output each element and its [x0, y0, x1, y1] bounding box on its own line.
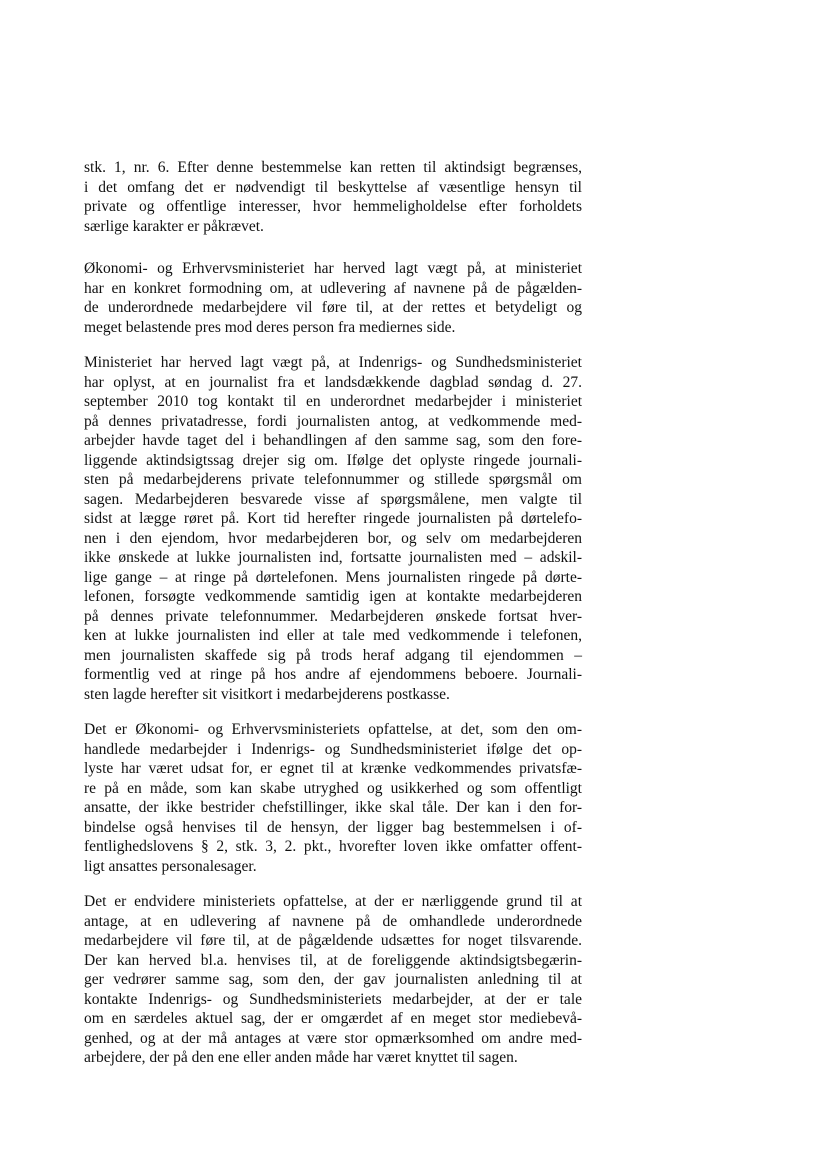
text-line: lige gange – at ringe på dørtelefonen. Mens journalisten ringede på dørte-	[84, 568, 582, 586]
text-line: særlige karakter er påkrævet.	[84, 217, 264, 235]
text-line: medarbejdere vil føre til, at de pågældende udsættes for noget tilsvarende.	[84, 932, 582, 949]
text-line: fentlighedslovens § 2, stk. 3, 2. pkt., hvorefter loven ikke omfatter offent-	[84, 838, 582, 855]
paragraph-2	[84, 259, 582, 337]
text-line: sidst at lægge røret på. Kort tid herefter ringede journalisten på dørtelefo-	[84, 510, 582, 527]
text-line: sten på medarbejderens private telefonnummer og stillede spørgsmål om	[84, 471, 582, 488]
text-line: om en særdeles aktuel sag, der er omgærdet af en meget stor mediebevå-	[84, 1010, 582, 1027]
text-line: ken at lukke journalisten ind eller at tale med vedkommende i telefonen,	[84, 627, 582, 644]
text-line: arbejder havde taget del i behandlingen af den samme sag, som den fore-	[84, 432, 582, 449]
text-line: nen i den ejendom, hvor medarbejderen bor, og selv om medarbejderen	[84, 529, 582, 547]
paragraph-3	[84, 353, 582, 704]
paragraph-5	[84, 892, 582, 1068]
paragraph-1	[84, 158, 582, 236]
text-line: ansatte, der ikke bestrider chefstillinger, ikke skal tåle. Der kan i den for-	[84, 799, 582, 816]
text-line: antage, at en udlevering af navnene på de omhandlede underordnede	[84, 912, 582, 930]
text-line: Det er endvidere ministeriets opfattelse, at der er nærliggende grund til at	[84, 893, 582, 910]
text-line: lyste har været udsat for, er egnet til at krænke vedkommendes privatsfæ-	[84, 760, 582, 777]
text-line: meget belastende pres mod deres person fra mediernes side.	[84, 318, 456, 336]
text-line: lefonen, forsøgte vedkommende samtidig igen at kontakte medarbejderen	[84, 588, 582, 605]
text-line: formentlig ved at ringe på hos andre af ejendommens beboere. Journali-	[84, 666, 582, 683]
text-line: handlede medarbejder i Indenrigs- og Sundhedsministeriet ifølge det op-	[84, 740, 582, 758]
text-line: i det omfang det er nødvendigt til beskyttelse af væsentlige hensyn til	[84, 178, 582, 196]
text-line: ger vedrører samme sag, som den, der gav journalisten anledning til at	[84, 971, 582, 988]
text-line: genhed, og at der må antages at være stor opmærksomhed om andre med-	[84, 1029, 582, 1047]
text-line: på dennes privatadresse, fordi journalisten antog, at vedkommende med-	[84, 412, 582, 430]
text-line: september 2010 tog kontakt til en underordnet medarbejder i ministeriet	[84, 393, 582, 410]
text-line: arbejdere, der på den ene eller anden måde har været knyttet til sagen.	[84, 1049, 518, 1066]
text-line: private og offentlige interesser, hvor hemmeligholdelse efter forholdets	[84, 198, 582, 215]
text-line: har oplyst, at en journalist fra et landsdækkende dagblad søndag d. 27.	[84, 373, 582, 391]
text-line: liggende aktindsigtssag drejer sig om. Ifølge det oplyste ringede journali-	[84, 451, 582, 469]
text-line: sagen. Medarbejderen besvarede visse af spørgsmålene, men valgte til	[84, 490, 582, 508]
paragraph-4	[84, 720, 582, 876]
text-line: Der kan herved bl.a. henvises til, at de foreliggende aktindsigtsbegærin-	[84, 951, 582, 969]
text-line: men journalisten skaffede sig på trods heraf adgang til ejendommen –	[84, 646, 582, 664]
text-line: de underordnede medarbejdere vil føre til, at der rettes et betydeligt og	[84, 299, 582, 316]
text-line: Økonomi- og Erhvervsministeriet har herved lagt vægt på, at ministeriet	[84, 260, 582, 277]
text-line: kontakte Indenrigs- og Sundhedsministeriets medarbejder, at der er tale	[84, 990, 582, 1008]
text-line: har en konkret formodning om, at udlevering af navnene på de pågælden-	[84, 279, 582, 297]
text-line: Ministeriet har herved lagt vægt på, at Indenrigs- og Sundhedsministeriet	[84, 354, 582, 371]
text-line: ligt ansattes personalesager.	[84, 857, 257, 875]
text-line: ikke ønskede at lukke journalisten ind, fortsatte journalisten med – adskil-	[84, 549, 582, 566]
text-line: sten lagde herefter sit visitkort i medarbejderens postkasse.	[84, 685, 450, 703]
text-line: stk. 1, nr. 6. Efter denne bestemmelse kan retten til aktindsigt begrænses,	[84, 159, 582, 176]
text-line: på dennes private telefonnummer. Medarbejderen ønskede fortsat hver-	[84, 607, 582, 625]
text-line: bindelse også henvises til de hensyn, der ligger bag bestemmelsen i of-	[84, 818, 582, 836]
text-line: re på en måde, som kan skabe utryghed og usikkerhed og som offentligt	[84, 779, 582, 797]
text-line: Det er Økonomi- og Erhvervsministeriets opfattelse, at det, som den om-	[84, 721, 582, 738]
